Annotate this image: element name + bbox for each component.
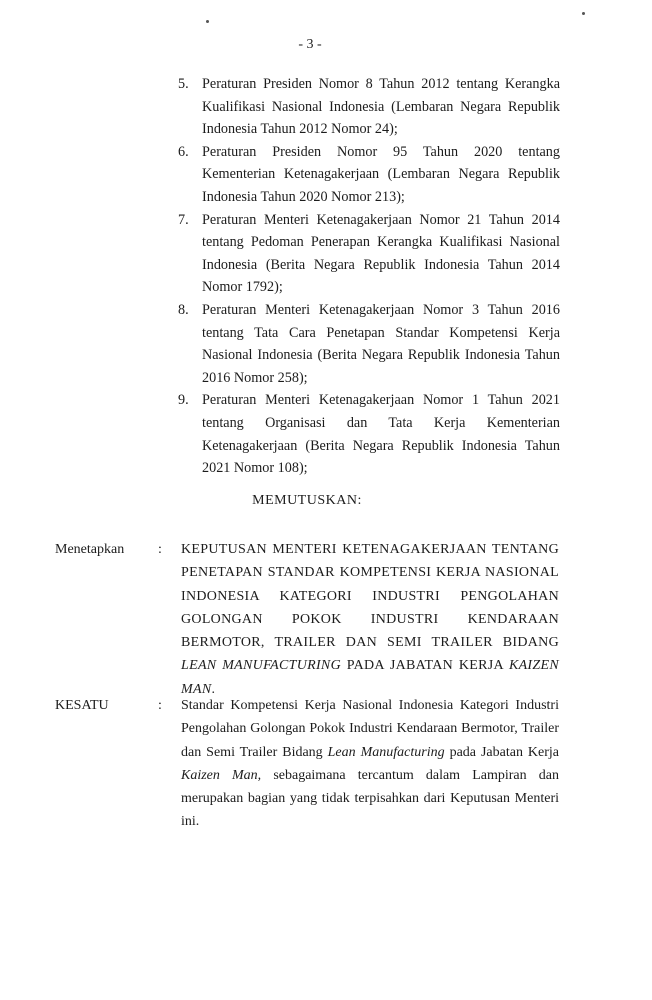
list-item: [180, 299, 560, 389]
list-item-number: 7.: [178, 211, 189, 228]
kesatu-text-end: sebagaimana tercantum dalam Lampiran dan merupakan bagian yang tidak terpisahkan dari Keputusan Menteri ini.: [181, 767, 559, 830]
menetapkan-text: [181, 538, 559, 701]
decision-heading: MEMUTUSKAN:: [252, 493, 362, 508]
kesatu-text-italic-1: Lean Manufacturing: [327, 744, 445, 760]
list-item-number: 6.: [178, 143, 189, 160]
kesatu-text: [181, 694, 559, 834]
kesatu-text-main: Standar Kompetensi Kerja Nasional Indonesia Kategori Industri Pengolahan Golongan Pokok Industri Kendaraan Bermotor, Trailer dan Semi Trailer Bidang: [181, 698, 559, 760]
list-item: [180, 389, 560, 479]
menetapkan-text-italic-1: LEAN MANUFACTURING: [181, 658, 341, 674]
menetapkan-text-end: .: [211, 681, 216, 697]
list-item-number: 5.: [178, 76, 189, 92]
consideration-list: [180, 73, 560, 480]
menetapkan-text-mid: PADA JABATAN KERJA: [346, 658, 504, 674]
list-item: [180, 209, 560, 299]
kesatu-text-mid: pada Jabatan Kerja: [449, 744, 560, 760]
menetapkan-text-main: KEPUTUSAN MENTERI KETENAGAKERJAAN TENTANG PENETAPAN STANDAR KOMPETENSI KERJA NASIONAL INDONESIA KATEGORI INDUSTRI PENGOLAHAN GOLONGAN POKOK INDUSTRI KENDARAAN BERMOTOR, TRAILER DAN SEMI TRAILER BIDANG: [181, 542, 559, 651]
list-item-text: Peraturan Presiden Nomor 95 Tahun 2020 tentang Kementerian Ketenagakerjaan (Lembaran Negara Republik Indonesia Tahun 2020 Nomor 213);: [202, 143, 560, 205]
menetapkan-label: Menetapkan: [55, 542, 125, 557]
scan-speck: [206, 20, 209, 23]
page-number: - 3 -: [298, 37, 322, 52]
list-item-text: Peraturan Menteri Ketenagakerjaan Nomor 1 Tahun 2021 tentang Organisasi dan Tata Kerja Kementerian Ketenagakerjaan (Berita Negara Republik Indonesia Tahun 2021 Nomor 108);: [202, 392, 560, 477]
menetapkan-colon: :: [158, 542, 162, 557]
menetapkan-text-italic-2: KAIZEN MAN: [181, 658, 559, 697]
scan-speck: [582, 12, 585, 15]
list-item: [180, 141, 560, 209]
list-item-text: Peraturan Menteri Ketenagakerjaan Nomor 3 Tahun 2016 tentang Tata Cara Penetapan Standar Kompetensi Kerja Nasional Indonesia (Berita Negara Republik Indonesia Tahun 2016 Nomor 258);: [202, 301, 560, 386]
list-item-text: Peraturan Menteri Ketenagakerjaan Nomor 21 Tahun 2014 tentang Pedoman Penerapan Kerangka Kualifikasi Nasional Indonesia (Berita Negara Republik Indonesia Tahun 2014 Nomor 1792);: [202, 211, 560, 296]
list-item-number: 8.: [178, 301, 189, 318]
kesatu-colon: :: [158, 698, 162, 713]
list-item: [180, 73, 560, 141]
kesatu-text-italic-2: Kaizen Man,: [181, 767, 262, 783]
list-item-text: Peraturan Presiden Nomor 8 Tahun 2012 tentang Kerangka Kualifikasi Nasional Indonesia (Lembaran Negara Republik Indonesia Tahun 2012 Nomor 24);: [202, 76, 560, 138]
kesatu-label: KESATU: [55, 698, 109, 713]
list-item-number: 9.: [178, 392, 189, 409]
